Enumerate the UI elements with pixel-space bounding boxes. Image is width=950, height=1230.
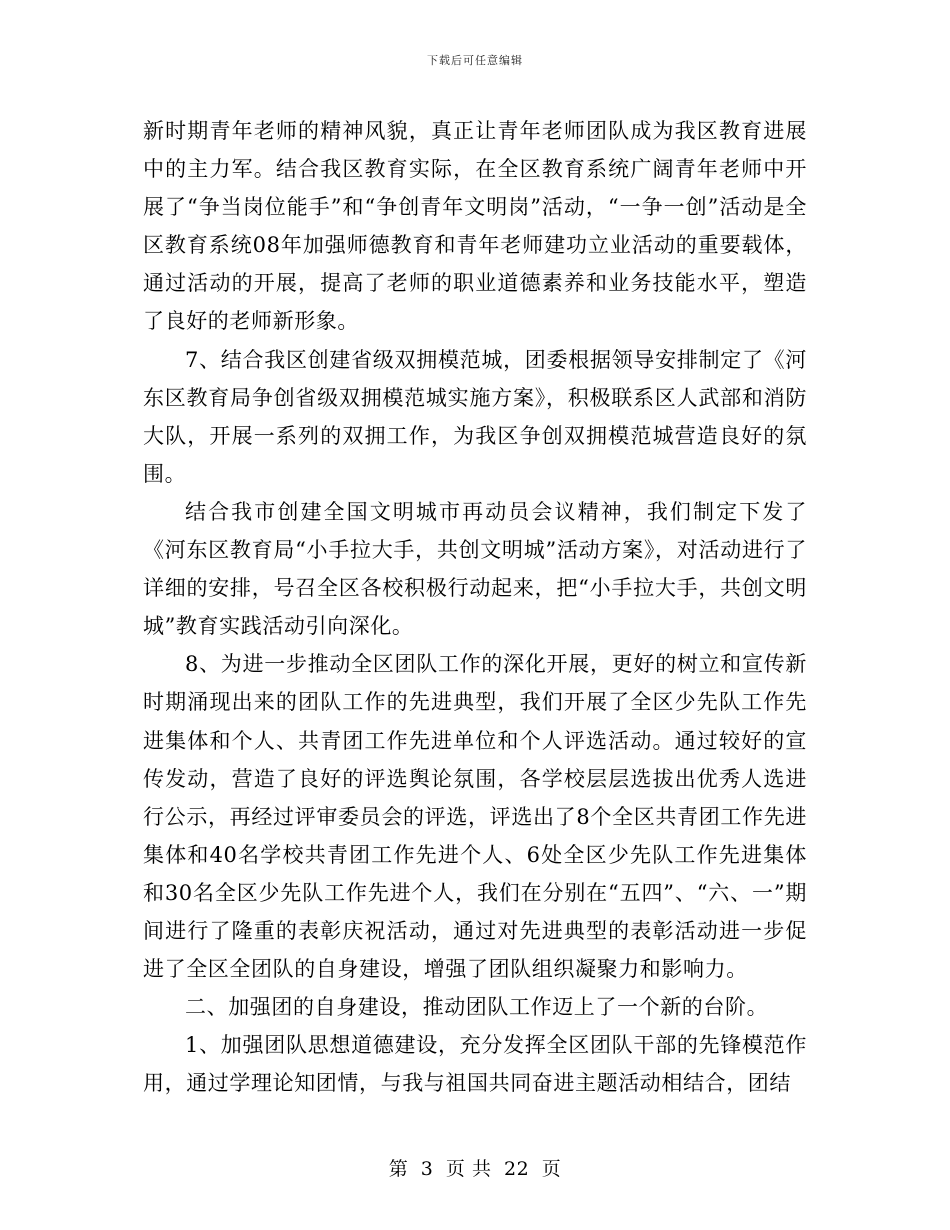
footer-middle: 页 共	[445, 1158, 492, 1180]
paragraph: 7、结合我区创建省级双拥模范城，团委根据领导安排制定了《河东区教育局争创省级双拥模范城实施方案》，积极联系区人武部和消防大队，开展一系列的双拥工作，为我区争创双拥模范城营造良好的氛围。	[143, 347, 807, 486]
paragraph: 结合我市创建全国文明城市再动员会议精神，我们制定下发了《河东区教育局“小手拉大手，共创文明城”活动方案》，对活动进行了详细的安排，号召全区各校积极行动起来，把“小手拉大手，共创文明城”教育实践活动引向深化。	[143, 499, 807, 639]
paragraph: 新时期青年老师的精神风貌，真正让青年老师团队成为我区教育进展中的主力军。结合我区教育实际，在全区教育系统广阔青年老师中开展了“争当岗位能手”和“争创青年文明岗”活动，“一争一创”活动是全区教育系统08年加强师德教育和青年老师建功立业活动的重要载体，通过活动的开展，提高了老师的职业道德素养和业务技能水平，塑造了良好的老师新形象。	[143, 119, 807, 334]
current-page-number: 3	[420, 1158, 434, 1180]
page-header: 下载后可任意编辑	[427, 54, 523, 67]
page-footer	[0, 1154, 950, 1181]
footer-suffix: 页	[541, 1158, 562, 1180]
section-heading: 二、加强团的自身建设，推动团队工作迈上了一个新的台阶。	[185, 995, 769, 1020]
document-body	[143, 112, 807, 1102]
paragraph: 8、为进一步推动全区团队工作的深化开展，更好的树立和宣传新时期涌现出来的团队工作的先进典型，我们开展了全区少先队工作先进集体和个人、共青团工作先进单位和个人评选活动。通过较好的宣传发动，营造了良好的评选舆论氛围，各学校层层选拔出优秀人选进行公示，再经过评审委员会的评选，评选出了8个全区共青团工作先进集体和40名学校共青团工作先进个人、6处全区少先队工作先进集体和30名全区少先队工作先进个人，我们在分别在“五四”、“六、一”期间进行了隆重的表彰庆祝活动，通过对先进典型的表彰活动进一步促进了全区全团队的自身建设，增强了团队组织凝聚力和影响力。	[143, 652, 807, 982]
paragraph: 1、加强团队思想道德建设，充分发挥全区团队干部的先锋模范作用，通过学理论知团情，与我与祖国共同奋进主题活动相结合，团结	[143, 1033, 807, 1096]
footer-prefix: 第	[388, 1158, 409, 1180]
total-page-count: 22	[504, 1158, 530, 1180]
